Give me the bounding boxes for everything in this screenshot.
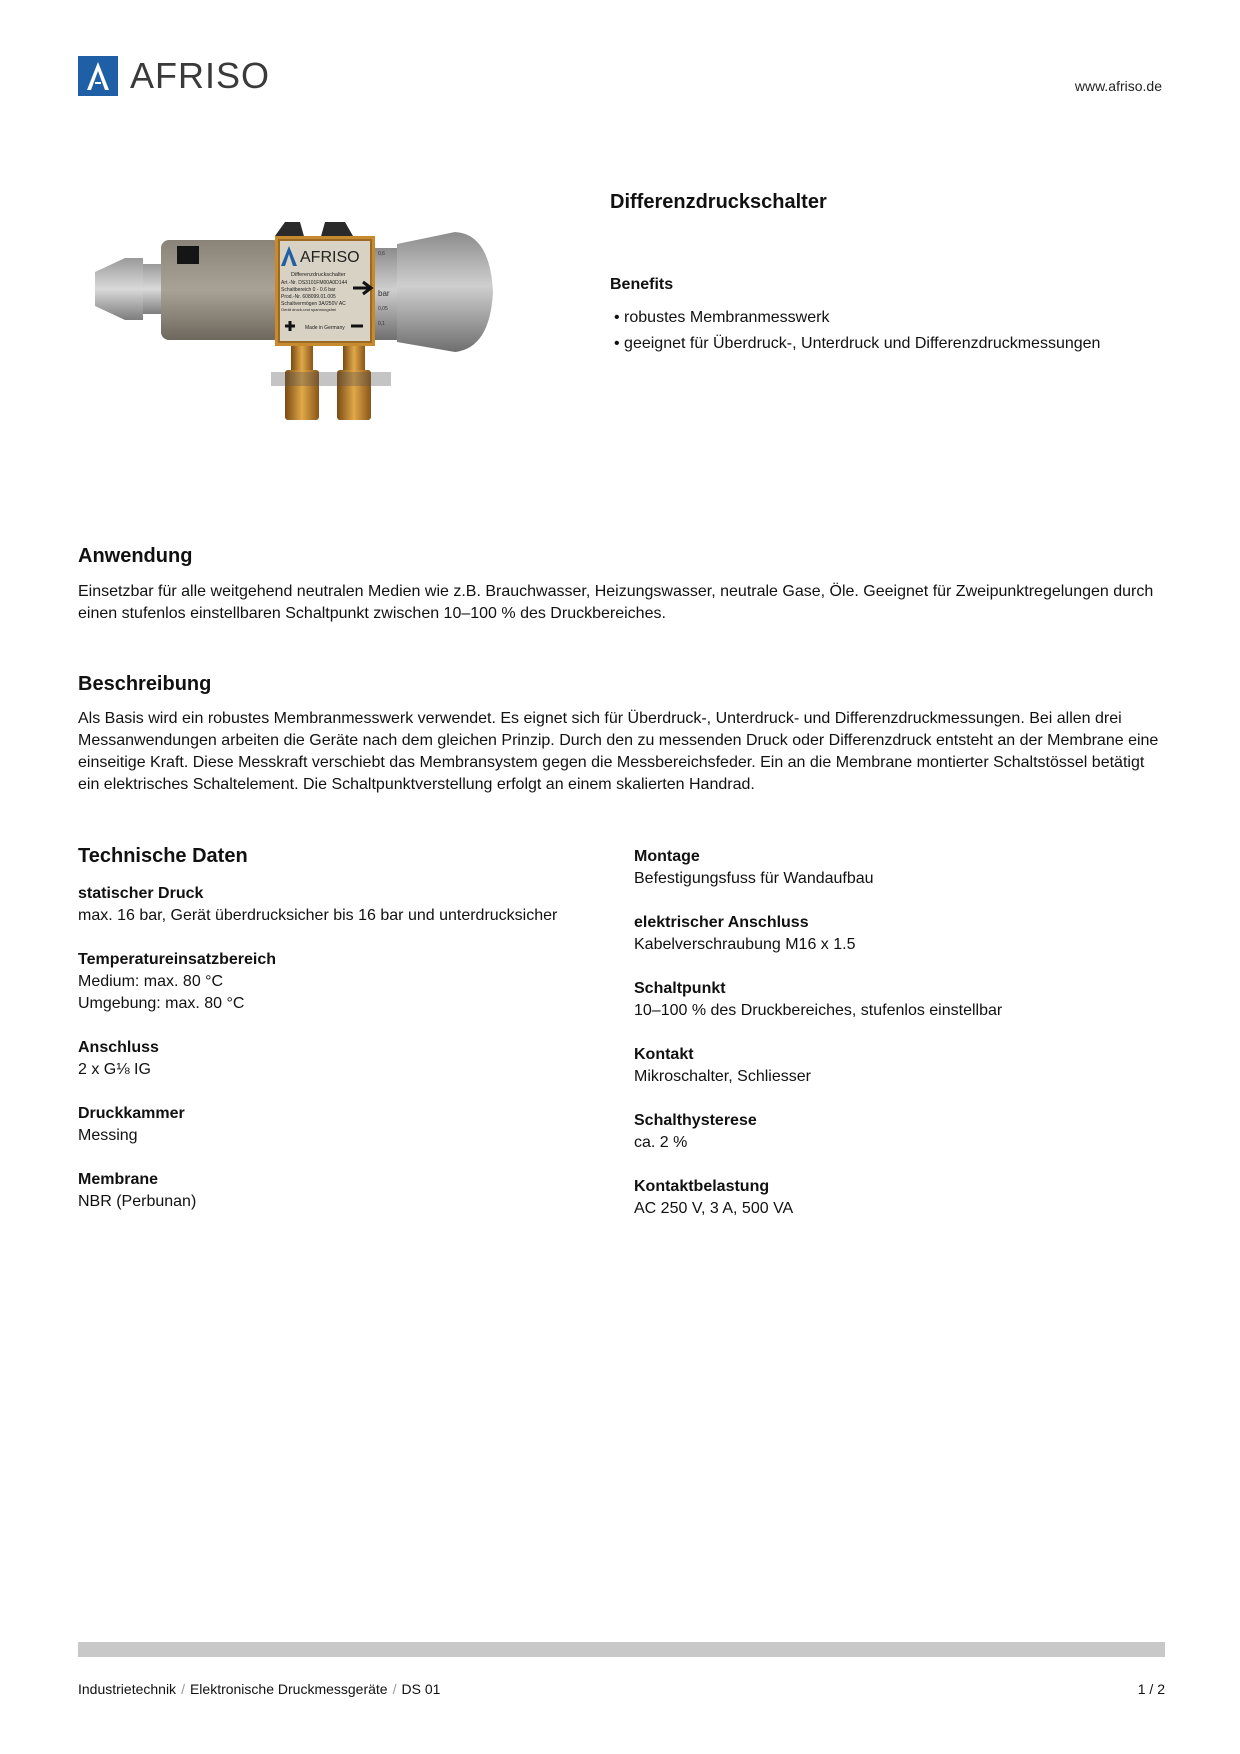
spec-name: Anschluss	[78, 1039, 159, 1056]
product-illustration	[95, 222, 565, 482]
spec-value: 2 x G⅛ IG	[78, 1061, 151, 1078]
spec-item	[634, 978, 1154, 1022]
spec-name: Schaltpunkt	[634, 980, 726, 997]
product-image	[95, 222, 565, 482]
spec-value: Umgebung: max. 80 °C	[78, 995, 245, 1012]
breadcrumb-separator: /	[392, 1681, 397, 1697]
plate-line: Art.-Nr. DS3101FM00A0D144	[281, 280, 348, 286]
afriso-logo-icon	[78, 56, 118, 96]
spec-item	[78, 883, 598, 927]
anwendung-text: Einsetzbar für alle weitgehend neutralen Medien wie z.B. Brauchwasser, Heizungswasser, neutrale Gase, Öle. Geeignet für Zweipunktregelungen durch einen stufenlos einstellbaren Schaltpunkt zwischen 10–100 % des Druckbereiches.	[78, 583, 1154, 622]
beschreibung-text: Als Basis wird ein robustes Membranmesswerk verwendet. Es eignet sich für Überdruck-, Unterdruck- und Differenzdruckmessungen. Bei allen drei Messanwendungen arbeiten die Geräte nach dem gleichen Prinzip. Durch den zu messenden Druck oder Differenzdruck entsteht an der Membrane eine einseitige Kraft. Diese Messkraft verschiebt das Membransystem gegen die Messbereichsfeder. Ein an die Membrane montierter Schaltstössel betätigt ein elektrisches Schaltelement. Die Schaltpunktverstellung erfolgt an einem skalierten Handrad.	[78, 710, 1159, 793]
spec-name: Druckkammer	[78, 1105, 185, 1122]
benefits-heading: Benefits	[610, 276, 674, 293]
scale-unit: bar	[378, 289, 390, 298]
breadcrumb-separator: /	[181, 1681, 185, 1697]
plate-line: Schaltvermögen 3A/250V AC	[281, 301, 346, 307]
spec-item	[634, 1110, 1154, 1154]
plate-line: Gerät druck-und spannungsfrei	[281, 307, 337, 312]
spec-value: Medium: max. 80 °C	[78, 973, 224, 990]
spec-name: Schalthysterese	[634, 1112, 757, 1129]
spec-item	[78, 1037, 598, 1081]
spec-column-right	[634, 846, 1154, 1242]
plate-line: Differenzdruckschalter	[291, 272, 346, 278]
spec-item	[78, 949, 598, 1015]
breadcrumb-item[interactable]: Elektronische Druckmessgeräte	[189, 1681, 388, 1697]
spec-value: ca. 2 %	[634, 1134, 688, 1151]
spec-column-left	[78, 883, 598, 1235]
spec-value: 10–100 % des Druckbereiches, stufenlos einstellbar	[634, 1002, 1003, 1019]
breadcrumb	[78, 1681, 440, 1697]
spec-name: Kontakt	[634, 1046, 694, 1063]
plate-brand: AFRISO	[300, 249, 360, 266]
spec-name: Kontaktbelastung	[634, 1178, 770, 1195]
website-url[interactable]: www.afriso.de	[1074, 78, 1162, 94]
plate-line: Prod.-Nr. 608099.01.005	[281, 294, 336, 300]
spec-name: elektrischer Anschluss	[634, 914, 809, 931]
benefit-item: • geeignet für Überdruck-, Unterdruck und Differenzdruckmessungen	[614, 331, 1100, 357]
anwendung-heading: Anwendung	[78, 545, 193, 567]
spec-item	[78, 1103, 598, 1147]
spec-name: Membrane	[78, 1171, 159, 1188]
spec-value: Mikroschalter, Schliesser	[634, 1068, 811, 1085]
brand-logo	[78, 55, 270, 97]
spec-value: Kabelverschraubung M16 x 1.5	[634, 936, 856, 953]
spec-value: AC 250 V, 3 A, 500 VA	[634, 1200, 794, 1217]
made-in-label: Made in Germany	[305, 325, 345, 331]
benefit-item: • robustes Membranmesswerk	[614, 305, 1100, 331]
spec-item	[634, 912, 1154, 956]
spec-item	[634, 1176, 1154, 1220]
spec-name: Temperatureinsatzbereich	[78, 951, 276, 968]
page-number: 1 / 2	[1137, 1681, 1165, 1697]
scale-mark: 0,6	[378, 251, 385, 257]
beschreibung-heading: Beschreibung	[78, 673, 212, 695]
brand-name: AFRISO	[130, 55, 271, 96]
spec-item	[634, 846, 1154, 890]
breadcrumb-item[interactable]: DS 01	[401, 1681, 441, 1697]
scale-mark: 0,05	[378, 306, 388, 312]
spec-name: statischer Druck	[78, 885, 204, 902]
spec-value: Befestigungsfuss für Wandaufbau	[634, 870, 874, 887]
product-title: Differenzdruckschalter	[610, 191, 827, 213]
footer-divider	[78, 1642, 1165, 1657]
spec-value: max. 16 bar, Gerät überdrucksicher bis 16 bar und unterdrucksicher	[78, 907, 558, 924]
spec-item	[78, 1169, 598, 1213]
scale-mark: 0,1	[378, 321, 385, 327]
technische-daten-heading: Technische Daten	[78, 845, 248, 867]
benefits-list	[614, 305, 1100, 357]
breadcrumb-item[interactable]: Industrietechnik	[78, 1681, 177, 1697]
plate-line: Schaltbereich 0 - 0.6 bar	[281, 287, 336, 293]
spec-value: Messing	[78, 1127, 138, 1144]
spec-item	[634, 1044, 1154, 1088]
spec-name: Montage	[634, 848, 700, 865]
spec-value: NBR (Perbunan)	[78, 1193, 197, 1210]
